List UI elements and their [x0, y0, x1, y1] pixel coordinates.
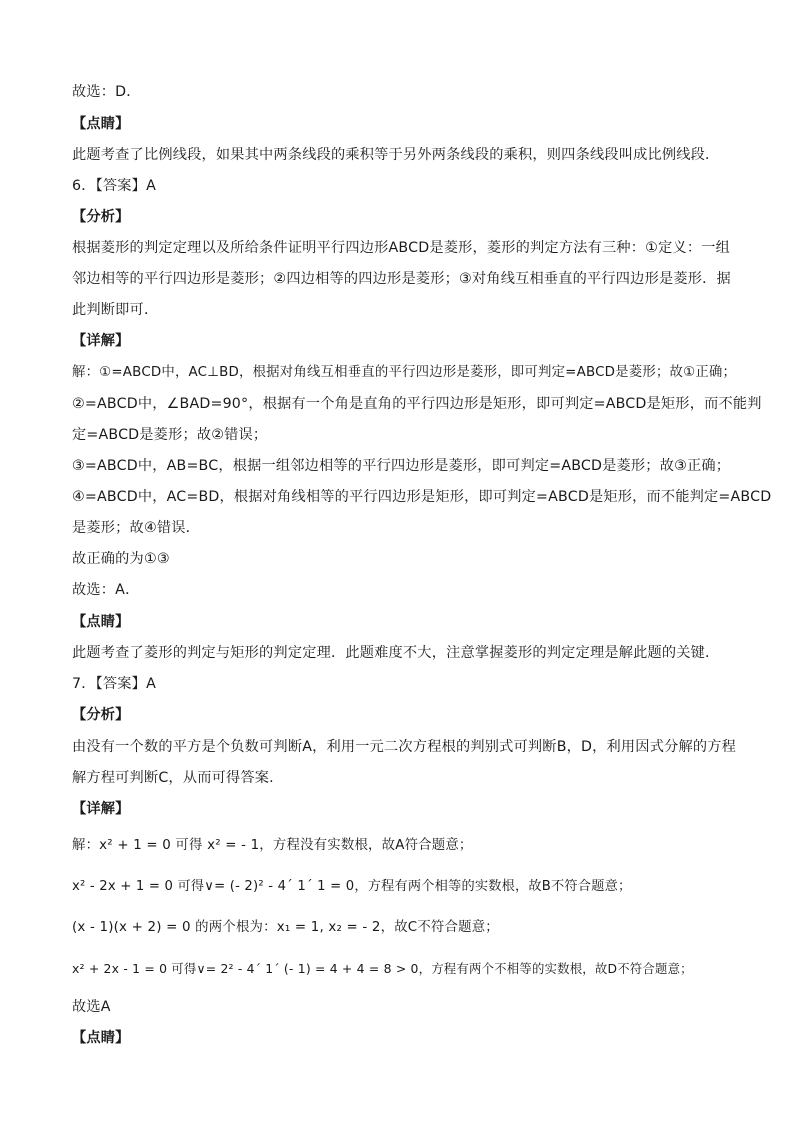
text-line: 故选：D．	[72, 84, 141, 100]
math-line: x² - 2x + 1 = 0 可得∨= (- 2)² - 4´ 1´ 1 = 0，方程有两个相等的实数根，故B不符合题意；	[72, 879, 632, 894]
text-line: 故正确的为①③	[72, 551, 170, 567]
answer-heading: 6．【答案】A	[72, 178, 156, 194]
section-heading: 【详解】	[72, 333, 130, 349]
text-line: 故选：A．	[72, 582, 140, 598]
text-line: 此题考查了菱形的判定与矩形的判定定理．此题难度不大，注意掌握菱形的判定定理是解此题的关键．	[72, 645, 720, 661]
text-line: 解方程可判断C，从而可得答案.	[72, 770, 274, 786]
text-line: 由没有一个数的平方是个负数可判断A，利用一元二次方程根的判别式可判断B，D，利用因式分解的方程	[72, 739, 737, 755]
text-line: ④=ABCD中，AC=BD，根据对角线相等的平行四边形是矩形，即可判定=ABCD是矩形，而不能判定=ABCD	[72, 489, 772, 505]
math-line: 解：x² + 1 = 0 可得 x² = - 1，方程没有实数根，故A符合题意；	[72, 838, 473, 853]
text-line: 根据菱形的判定定理以及所给条件证明平行四边形ABCD是菱形，菱形的判定方法有三种：①定义：一组	[72, 240, 731, 256]
section-heading: 【点睛】	[72, 614, 130, 630]
text-line: 是菱形；故④错误．	[72, 520, 201, 536]
text-line: 解：①=ABCD中，AC⊥BD，根据对角线互相垂直的平行四边形是菱形，即可判定=ABCD是菱形；故①正确；	[72, 365, 737, 380]
text-line: 定=ABCD是菱形；故②错误；	[72, 427, 268, 443]
text-line: 此题考查了比例线段，如果其中两条线段的乘积等于另外两条线段的乘积，则四条线段叫成比例线段．	[72, 147, 720, 163]
section-heading: 【点睛】	[72, 1030, 130, 1046]
text-line: 此判断即可．	[72, 302, 159, 318]
math-line: x² + 2x - 1 = 0 可得∨= 2² - 4´ 1´ (- 1) = 4 + 4 = 8 > 0，方程有两个不相等的实数根，故D不符合题意；	[72, 961, 693, 976]
section-heading: 【详解】	[72, 801, 130, 817]
text-line: ③=ABCD中，AB=BC，根据一组邻边相等的平行四边形是菱形，即可判定=ABCD是菱形；故③正确；	[72, 458, 731, 474]
math-line: (x - 1)(x + 2) = 0 的两个根为：x₁ = 1, x₂ = - 2，故C不符合题意；	[72, 920, 499, 935]
text-line: ②=ABCD中，∠BAD=90°，根据有一个角是直角的平行四边形是矩形，即可判定=ABCD是矩形，而不能判	[72, 396, 762, 412]
text-line: 故选A	[72, 999, 111, 1015]
answer-heading: 7．【答案】A	[72, 676, 156, 692]
section-heading: 【分析】	[72, 707, 130, 723]
text-line: 邻边相等的平行四边形是菱形；②四边相等的四边形是菱形；③对角线互相垂直的平行四边形是菱形．据	[72, 271, 731, 287]
section-heading: 【点睛】	[72, 116, 130, 132]
section-heading: 【分析】	[72, 209, 130, 225]
